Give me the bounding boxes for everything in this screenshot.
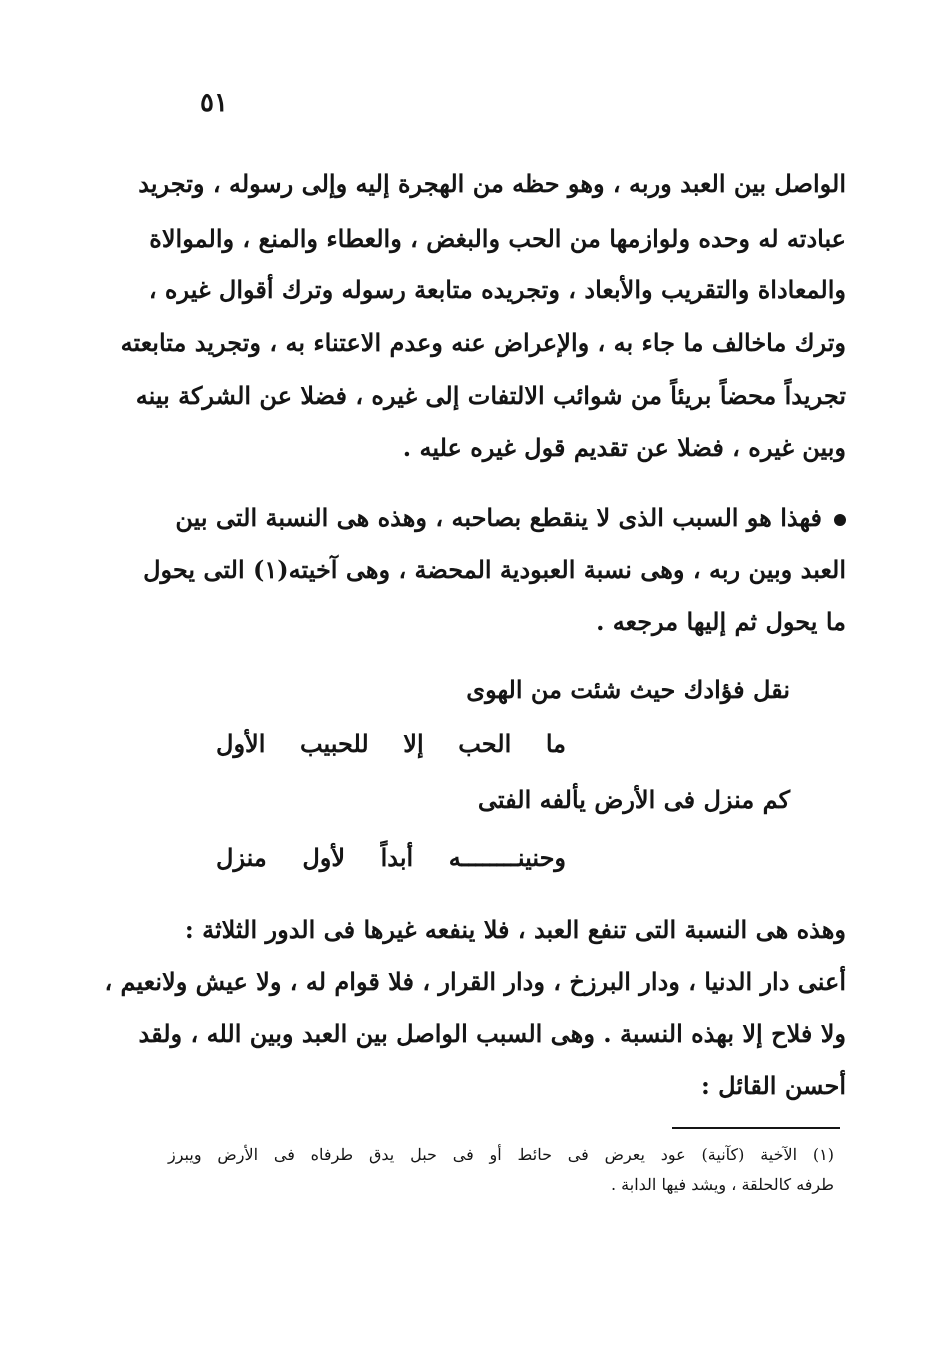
text-line: العبد وبين ربه ، وهى نسبة العبودية المحضة ، وهى آخيته(١) التى يحول [143,555,846,584]
text-line-content: فهذا هو السبب الذى لا ينقطع بصاحبه ، وهذه هى النسبة التى بين [175,503,822,532]
text-line: تجريداً محضاً بريئاً من شوائب الالتفات إلى غيره ، فضلا عن الشركة بينه [135,381,846,410]
verse-second-hemistich: ما الحب إلا للحبيب الأول [216,729,566,758]
text-line: وبين غيره ، فضلا عن تقديم قول غيره عليه . [402,433,846,462]
text-line: وترك ماخالف ما جاء به ، والإعراض عنه وعدم الاعتناء به ، وتجريد متابعته [120,328,846,357]
page-number: ٥١ [200,88,228,118]
text-line: عبادته له وحده ولوازمها من الحب والبغض ، والعطاء والمنع ، والموالاة [149,224,846,253]
footnote-separator [672,1127,840,1129]
verse-second-hemistich: وحنينــــــــه أبداً لأول منزل [216,843,566,872]
footnote-line: طرفه كالحلقة ، ويشد فيها الدابة . [611,1175,834,1194]
bullet-icon [834,514,846,526]
text-line [175,498,846,538]
text-line: وهذه هى النسبة التى تنفع العبد ، فلا ينفعه غيرها فى الدور الثلاثة : [184,915,846,944]
verse-first-hemistich: نقل فؤادك حيث شئت من الهوى [466,675,790,704]
footnote-line: (١) الآخية (كآنية) عود يعرض فى حائط أو فى حبل يدق طرفاه فى الأرض ويبرز [168,1145,834,1164]
text-line: أحسن القائل : [700,1071,846,1100]
text-line: ما يحول ثم إليها مرجعه . [596,607,846,636]
text-line: الواصل بين العبد وربه ، وهو حظه من الهجرة إليه وإلى رسوله ، وتجريد [138,169,846,198]
text-line: ولا فلاح إلا بهذه النسبة . وهى السبب الواصل بين العبد وبين الله ، ولقد [138,1019,846,1048]
verse-first-hemistich: كم منزل فى الأرض يألفه الفتى [477,785,790,814]
text-line: أعنى دار الدنيا ، ودار البرزخ ، ودار القرار ، فلا قوام له ، ولا عيش ولانعيم ، [104,967,846,996]
text-line: والمعاداة والتقريب والأبعاد ، وتجريده متابعة رسوله وترك أقوال غيره ، [148,275,846,304]
